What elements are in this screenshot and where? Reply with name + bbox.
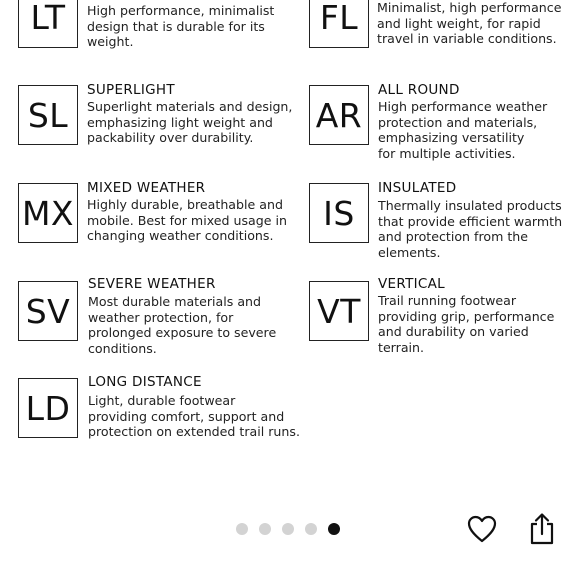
category-code-badge: SL [18,85,78,145]
category-code-badge: MX [18,183,78,243]
category-code-badge: LD [18,378,78,438]
category-code-badge: SV [18,281,78,341]
carousel-dot-5-active[interactable] [328,523,340,535]
category-title: MIXED WEATHER [87,180,206,196]
category-title: LONG DISTANCE [88,374,202,390]
carousel-dot-4[interactable] [305,523,317,535]
carousel-dot-2[interactable] [259,523,271,535]
category-code-badge: LT [18,0,78,48]
category-description: Highly durable, breathable and mobile. Best for mixed usage in changing weather conditions. [87,197,287,243]
category-code-badge: VT [309,281,369,341]
category-code-badge: FL [309,0,369,48]
category-description: High performance, minimalist design that is durable for its weight. [87,3,275,49]
category-description: Most durable materials and weather protection, for prolonged exposure to severe conditions. [88,294,277,356]
category-description: Minimalist, high performance and light weight, for rapid travel in variable conditions. [377,0,562,46]
category-title: VERTICAL [378,276,445,292]
category-description: High performance weather protection and materials, emphasizing versatility for multiple activities. [378,99,548,161]
category-description: Superlight materials and design, emphasizing light weight and packability over durability. [87,99,293,145]
category-title: INSULATED [378,180,457,196]
carousel-dot-1[interactable] [236,523,248,535]
heart-icon [466,513,498,545]
share-icon [526,512,558,546]
category-description: Thermally insulated products that provide efficient warmth and protection from the elements. [378,198,563,260]
category-title: SEVERE WEATHER [88,276,216,292]
category-description: Light, durable footwear providing comfort, support and protection on extended trail runs. [88,393,300,439]
category-title: SUPERLIGHT [87,82,175,98]
like-button[interactable] [466,513,498,545]
category-code-badge: AR [309,85,369,145]
category-code-badge: IS [309,183,369,243]
category-title: ALL ROUND [378,82,460,98]
category-description: Trail running footwear providing grip, performance and durability on varied terrain. [378,293,555,355]
share-button[interactable] [526,512,558,544]
carousel-pagination [236,523,340,535]
carousel-dot-3[interactable] [282,523,294,535]
